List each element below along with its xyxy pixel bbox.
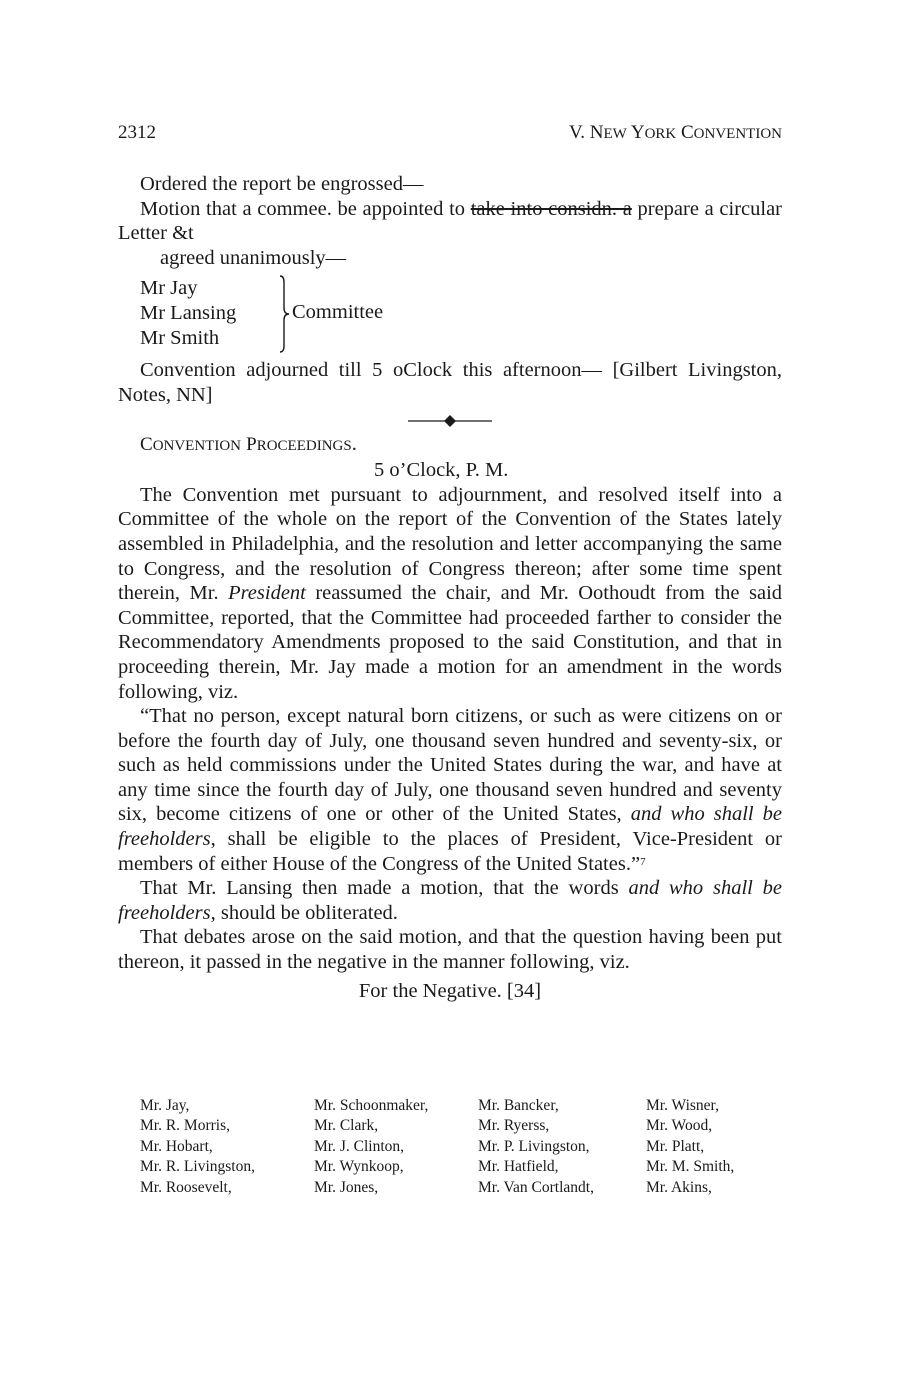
paragraph-lansing-motion: That Mr. Lansing then made a motion, that the words and who shall be freeholders, should be obliterated. — [118, 877, 782, 924]
paragraph-agreed: agreed unanimously— — [160, 246, 347, 269]
paragraph-motion: Motion that a commee. be appointed to take into considn. a prepare a circular Letter &t — [118, 197, 783, 245]
time-line: 5 o’Clock, P. M. — [374, 459, 509, 482]
voter-name: Mr. P. Livingston, — [478, 1137, 590, 1155]
vote-column — [140, 1096, 255, 1198]
committee-block — [140, 276, 782, 352]
voter-name: Mr. Wynkoop, — [314, 1158, 404, 1176]
paragraph-debates: That debates arose on the said motion, and that the question having been put thereon, it passed in the negative in the manner following, viz. — [118, 926, 782, 974]
paragraph-amendment: “That no person, except natural born citizens, or such as were citizens on or before the fourth day of July, one thousand seven hundred and seventy-six, or such as held commissions under the United States during the war, and have at any time since the fourth day of July, one thousand seven hundred and seventy six, become citizens of one or other of the United States, and who shall be freeholders, shall be eligible to the places of President, Vice-President or members of either House of the Congress of the United States.”$^7$ — [118, 705, 782, 875]
footnote-marker: 7 — [640, 855, 646, 868]
struck-text: take into considn. a — [470, 197, 632, 220]
voter-name: Mr. R. Morris, — [140, 1117, 230, 1135]
voter-name: Mr. Roosevelt, — [140, 1178, 232, 1196]
committee-member: Mr Smith — [140, 326, 220, 349]
committee-label: Committee — [292, 301, 384, 324]
running-head: V. NEW YORK CONVENTION — [568, 122, 782, 143]
committee-member: Mr Jay — [140, 277, 198, 300]
voter-name: Mr. Van Cortlandt, — [478, 1178, 594, 1196]
voter-name: Mr. Clark, — [314, 1117, 379, 1135]
section-ornament — [408, 414, 492, 428]
vote-column — [646, 1096, 734, 1198]
voter-name: Mr. Akins, — [646, 1178, 712, 1196]
paragraph-engrossed: Ordered the report be engrossed— — [140, 173, 424, 195]
page-number: 2312 — [118, 122, 156, 143]
voter-name: Mr. Hatfield, — [478, 1158, 559, 1176]
vote-heading: For the Negative. [34] — [358, 979, 542, 1002]
voter-name: Mr. J. Clinton, — [314, 1137, 405, 1155]
voter-name: Mr. M. Smith, — [646, 1158, 735, 1176]
voter-name: Mr. R. Livingston, — [140, 1158, 255, 1176]
vote-column — [314, 1096, 428, 1198]
section-heading: CONVENTION PROCEEDINGS. — [140, 432, 357, 455]
committee-members — [140, 276, 236, 350]
vote-column — [478, 1096, 594, 1198]
voter-name: Mr. Ryerss, — [478, 1117, 550, 1135]
voter-name: Mr. Schoonmaker, — [314, 1097, 429, 1114]
page-body — [118, 172, 782, 1003]
voter-name: Mr. Wood, — [646, 1117, 713, 1135]
voter-name: Mr. Bancker, — [478, 1097, 559, 1114]
paragraph-adjourned: Convention adjourned till 5 oClock this afternoon— [Gilbert Livingston, Notes, NN] — [118, 359, 782, 406]
voter-name: Mr. Jones, — [314, 1178, 379, 1196]
voter-name: Mr. Platt, — [646, 1137, 705, 1155]
voter-name: Mr. Hobart, — [140, 1137, 213, 1155]
voter-name: Mr. Jay, — [140, 1097, 190, 1114]
paragraph-committee-report: The Convention met pursuant to adjournment, and resolved itself into a Committee of the whole on the report of the Convention of the States lately assembled in Philadelphia, and the resolution and letter accompanying the same to Congress, and the resolution of Congress thereon; after some time spent therein, Mr. President reassumed the chair, and Mr. Oothoudt from the said Committee, reported, that the Committee had proceeded farther to consider the Recommendatory Amendments proposed to the said Constitution, and that in proceeding therein, Mr. Jay made a motion for an amendment in the words following, viz. — [118, 483, 783, 703]
right-brace-icon — [278, 274, 292, 354]
committee-member: Mr Lansing — [140, 301, 237, 324]
voter-name: Mr. Wisner, — [646, 1097, 719, 1114]
